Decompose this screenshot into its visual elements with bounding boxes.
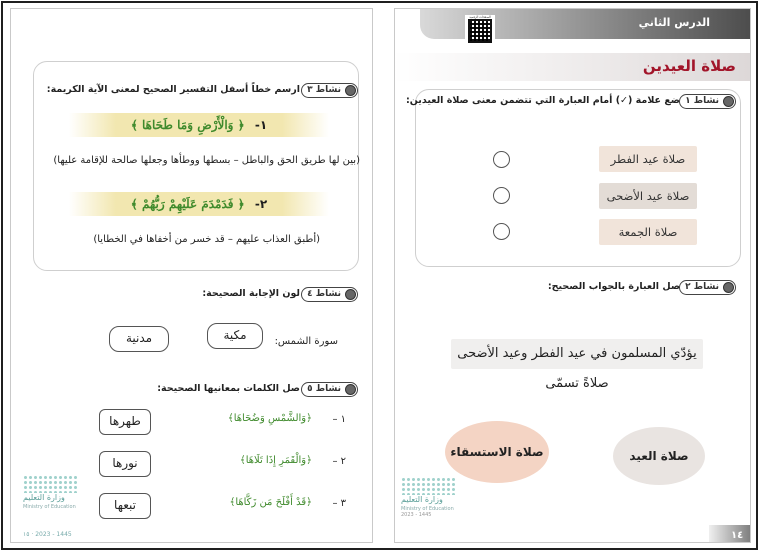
activity4-label: نشاط ٤ bbox=[301, 287, 358, 302]
ministry-mark-icon bbox=[23, 475, 79, 493]
verse2-number: ٢- bbox=[254, 197, 268, 211]
qr-code-icon bbox=[468, 19, 492, 43]
option-madani[interactable]: مدنية bbox=[109, 326, 169, 352]
checkbox-jumuah[interactable] bbox=[493, 223, 510, 240]
ministry-name-ar: وزارة التعليم bbox=[23, 493, 65, 502]
match-item-number: ١ – bbox=[332, 414, 346, 425]
right-page bbox=[394, 8, 751, 543]
checkbox-eid-adha[interactable] bbox=[493, 187, 510, 204]
left-page bbox=[10, 8, 373, 543]
checkbox-eid-fitr[interactable] bbox=[493, 151, 510, 168]
activity5-instruction: صل الكلمات بمعانيها الصحيحة: bbox=[157, 383, 300, 394]
ministry-logo bbox=[23, 475, 103, 515]
verse1-number: ١- bbox=[254, 118, 268, 132]
activity4-question: سورة الشمس: bbox=[274, 336, 338, 347]
ministry-name-en: Ministry of Education bbox=[23, 504, 76, 510]
option-jumuah: صلاة الجمعة bbox=[599, 219, 697, 245]
activity1-label: نشاط ١ bbox=[679, 94, 736, 109]
option-makki[interactable]: مكية bbox=[207, 323, 263, 349]
meaning2-text[interactable]: (أطبق العذاب عليهم – قد خسر من أخفاها في الخطايا) bbox=[93, 234, 320, 245]
activity-bullet-icon bbox=[345, 289, 356, 300]
verse1-text: ﴿ وَالْأَرْضِ وَمَا طَحَاهَا ﴾ bbox=[130, 118, 245, 132]
page-number: ١٤ bbox=[731, 530, 744, 541]
match-word-box[interactable]: تبعها bbox=[99, 493, 151, 519]
lesson-title: صلاة العيدين bbox=[642, 57, 736, 75]
match-item-verse[interactable]: ﴿قَدْ أَفْلَحَ مَن زَكَّاهَا﴾ bbox=[229, 497, 312, 508]
meaning1-text[interactable]: (بين لها طريق الحق والباطل – بسطها ووطأها وجعلها صالحة للإقامة عليها) bbox=[53, 155, 360, 166]
option-eid-adha: صلاة عيد الأضحى bbox=[599, 183, 697, 209]
activity4-instruction: لون الإجابة الصحيحة: bbox=[202, 288, 300, 299]
verse1-band bbox=[69, 113, 329, 137]
match-item-verse[interactable]: ﴿وَالشَّمْسِ وَضُحَاهَا﴾ bbox=[227, 413, 312, 424]
match-item-verse[interactable]: ﴿وَالْقَمَرِ إِذَا تَلَاهَا﴾ bbox=[239, 455, 312, 466]
ministry-mark-icon bbox=[401, 477, 457, 495]
match-item-number: ٣ – bbox=[332, 498, 346, 509]
ministry-logo bbox=[401, 477, 481, 517]
answer-eid[interactable]: صلاة العيد bbox=[613, 427, 705, 485]
ministry-name-ar: وزارة التعليم bbox=[401, 495, 443, 504]
option-eid-fitr: صلاة عيد الفطر bbox=[599, 146, 697, 172]
activity-bullet-icon bbox=[723, 96, 734, 107]
activity-bullet-icon bbox=[345, 85, 356, 96]
activity-bullet-icon bbox=[345, 384, 356, 395]
qr-caption: الصفحات الرقمية bbox=[469, 15, 491, 19]
page-number-bar bbox=[709, 525, 751, 542]
activity2-statement: يؤدّي المسلمون في عيد الفطر وعيد الأضحى صلاةً تسمّى bbox=[451, 339, 703, 369]
edition-year: 2023 - 1445 bbox=[401, 512, 432, 518]
activity3-label: نشاط ٣ bbox=[301, 83, 358, 98]
activity3-instruction: ارسم خطاً أسفل التفسير الصحيح لمعنى الآية الكريمة: bbox=[46, 84, 300, 95]
activity2-label: نشاط ٢ bbox=[679, 280, 736, 295]
activity-bullet-icon bbox=[723, 282, 734, 293]
activity1-instruction: ضع علامة (✓) أمام العبارة التي تتضمن معنى صلاة العيدين: bbox=[405, 95, 680, 106]
activity2-instruction: صل العبارة بالجواب الصحيح: bbox=[547, 281, 680, 292]
verse2-text: ﴿ فَدَمْدَمَ عَلَيْهِمْ رَبُّهُمْ ﴾ bbox=[130, 197, 245, 211]
ministry-name-en: Ministry of Education bbox=[401, 506, 454, 512]
page-number: ١٥ · 2023 - 1445 bbox=[23, 531, 72, 538]
match-word-box[interactable]: طهرها bbox=[99, 409, 151, 435]
verse2-band bbox=[69, 192, 329, 216]
qr-code[interactable] bbox=[465, 15, 495, 49]
activity5-label: نشاط ٥ bbox=[301, 382, 358, 397]
answer-istisqa[interactable]: صلاة الاستسقاء bbox=[445, 421, 549, 483]
match-item-number: ٢ – bbox=[332, 456, 346, 467]
match-word-box[interactable]: نورها bbox=[99, 451, 151, 477]
title-band bbox=[394, 53, 750, 81]
lesson-label: الدرس الثاني bbox=[638, 16, 710, 29]
